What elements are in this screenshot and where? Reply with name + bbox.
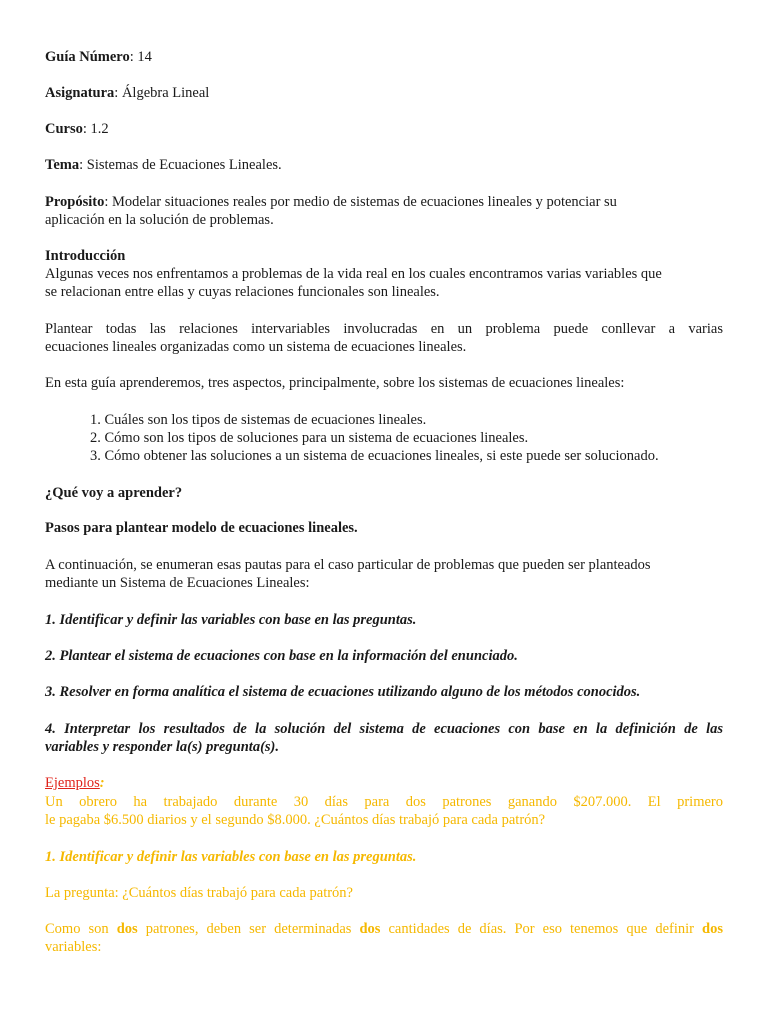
step-3: 3. Resolver en forma analítica el sistema de ecuaciones utilizando alguno de los métodos conocidos. bbox=[45, 684, 641, 700]
bold-dos: dos bbox=[702, 921, 724, 937]
step-4: 4. Interpretar los resultados de la solución del sistema de ecuaciones con base en la definición de las bbox=[45, 721, 723, 737]
example-colon: : bbox=[99, 775, 105, 791]
bold-dos: dos bbox=[116, 921, 138, 937]
curso-value: : 1.2 bbox=[82, 121, 109, 137]
bold-dos: dos bbox=[359, 921, 381, 937]
intro-paragraph-cont: se relacionan entre ellas y cuyas relaciones funcionales son lineales. bbox=[45, 284, 440, 300]
intro-paragraph-3: En esta guía aprenderemos, tres aspectos, principalmente, sobre los sistemas de ecuaciones lineales: bbox=[45, 375, 625, 391]
list-item: 3. Cómo obtener las soluciones a un sistema de ecuaciones lineales, si este puede ser solucionado. bbox=[90, 448, 659, 464]
example-label-line bbox=[45, 774, 723, 792]
guia-value: : 14 bbox=[129, 49, 152, 65]
list-item: 1. Cuáles son los tipos de sistemas de ecuaciones lineales. bbox=[90, 412, 427, 428]
curso-line bbox=[45, 120, 723, 138]
example-conclusion-cont: variables: bbox=[45, 939, 102, 955]
text-span: patrones, deben ser determinadas bbox=[137, 921, 360, 937]
curso-label: Curso bbox=[45, 121, 83, 137]
step-1: 1. Identificar y definir las variables con base en las preguntas. bbox=[45, 612, 417, 628]
learn-subheading: Pasos para plantear modelo de ecuaciones lineales. bbox=[45, 520, 358, 536]
step-4-cont: variables y responder la(s) pregunta(s). bbox=[45, 739, 280, 755]
text-span: cantidades de días. Por eso tenemos que definir bbox=[380, 921, 703, 937]
example-conclusion bbox=[45, 920, 723, 938]
list-item: 2. Cómo son los tipos de soluciones para un sistema de ecuaciones lineales. bbox=[90, 430, 529, 446]
asignatura-line bbox=[45, 84, 723, 102]
tema-label: Tema bbox=[45, 157, 80, 173]
proposito-text: : Modelar situaciones reales por medio de sistemas de ecuaciones lineales y potenciar su bbox=[104, 194, 617, 210]
example-paragraph: Un obrero ha trabajado durante 30 días para dos patrones ganando $207.000. El primero bbox=[45, 794, 723, 810]
asignatura-value: : Álgebra Lineal bbox=[114, 85, 210, 101]
tema-value: : Sistemas de Ecuaciones Lineales. bbox=[79, 157, 282, 173]
asignatura-label: Asignatura bbox=[45, 85, 115, 101]
guia-label: Guía Número bbox=[45, 49, 130, 65]
intro-paragraph-2-cont: ecuaciones lineales organizadas como un sistema de ecuaciones lineales. bbox=[45, 339, 467, 355]
learn-paragraph: A continuación, se enumeran esas pautas para el caso particular de problemas que pueden ser planteados bbox=[45, 557, 651, 573]
step-2: 2. Plantear el sistema de ecuaciones con base en la información del enunciado. bbox=[45, 648, 518, 664]
proposito-line bbox=[45, 193, 723, 211]
example-step-1: 1. Identificar y definir las variables con base en las preguntas. bbox=[45, 849, 417, 865]
intro-paragraph: Algunas veces nos enfrentamos a problemas de la vida real en los cuales encontramos varias variables que bbox=[45, 266, 662, 282]
guia-line bbox=[45, 48, 723, 66]
proposito-label: Propósito bbox=[45, 194, 105, 210]
learn-heading: ¿Qué voy a aprender? bbox=[45, 485, 183, 501]
example-label: Ejemplos bbox=[45, 775, 100, 791]
example-question: La pregunta: ¿Cuántos días trabajó para cada patrón? bbox=[45, 885, 353, 901]
intro-paragraph-2: Plantear todas las relaciones intervariables involucradas en un problema puede conllevar a varias bbox=[45, 321, 723, 337]
proposito-text-cont: aplicación en la solución de problemas. bbox=[45, 212, 274, 228]
learn-paragraph-cont: mediante un Sistema de Ecuaciones Lineales: bbox=[45, 575, 310, 591]
text-span: Como son bbox=[45, 921, 117, 937]
intro-heading: Introducción bbox=[45, 248, 126, 264]
tema-line bbox=[45, 156, 723, 174]
example-paragraph-cont: le pagaba $6.500 diarios y el segundo $8.000. ¿Cuántos días trabajó para cada patrón? bbox=[45, 812, 546, 828]
